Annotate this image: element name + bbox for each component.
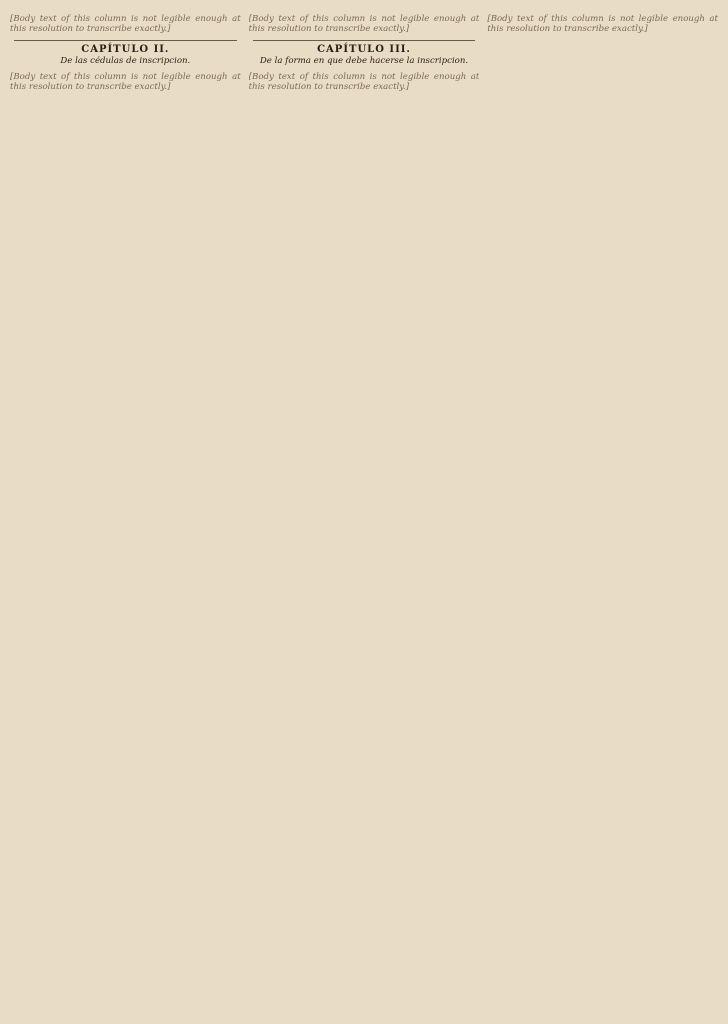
chapter-subheading: De la forma en que debe hacerse la inscripcion. bbox=[259, 55, 469, 66]
section-divider bbox=[253, 40, 476, 41]
text-column-3 bbox=[487, 8, 718, 1014]
text-column-2 bbox=[249, 8, 480, 1014]
column-1-body: [Body text of this column is not legible enough at this resolution to transcribe exactly.] bbox=[10, 14, 241, 35]
column-2-body-continued: [Body text of this column is not legible enough at this resolution to transcribe exactly.] bbox=[248, 71, 480, 93]
section-divider bbox=[14, 40, 237, 41]
chapter-subheading: De las cédulas de inscripcion. bbox=[60, 55, 191, 66]
text-column-1 bbox=[10, 8, 241, 1014]
column-1-body-continued: [Body text of this column is not legible enough at this resolution to transcribe exactly.] bbox=[10, 71, 241, 93]
column-3-body: [Body text of this column is not legible enough at this resolution to transcribe exactly.] bbox=[487, 14, 719, 35]
chapter-heading: CAPÍTULO III. bbox=[317, 44, 411, 56]
chapter-heading: CAPÍTULO II. bbox=[81, 44, 170, 56]
column-2-body: [Body text of this column is not legible enough at this resolution to transcribe exactly.] bbox=[248, 14, 480, 35]
